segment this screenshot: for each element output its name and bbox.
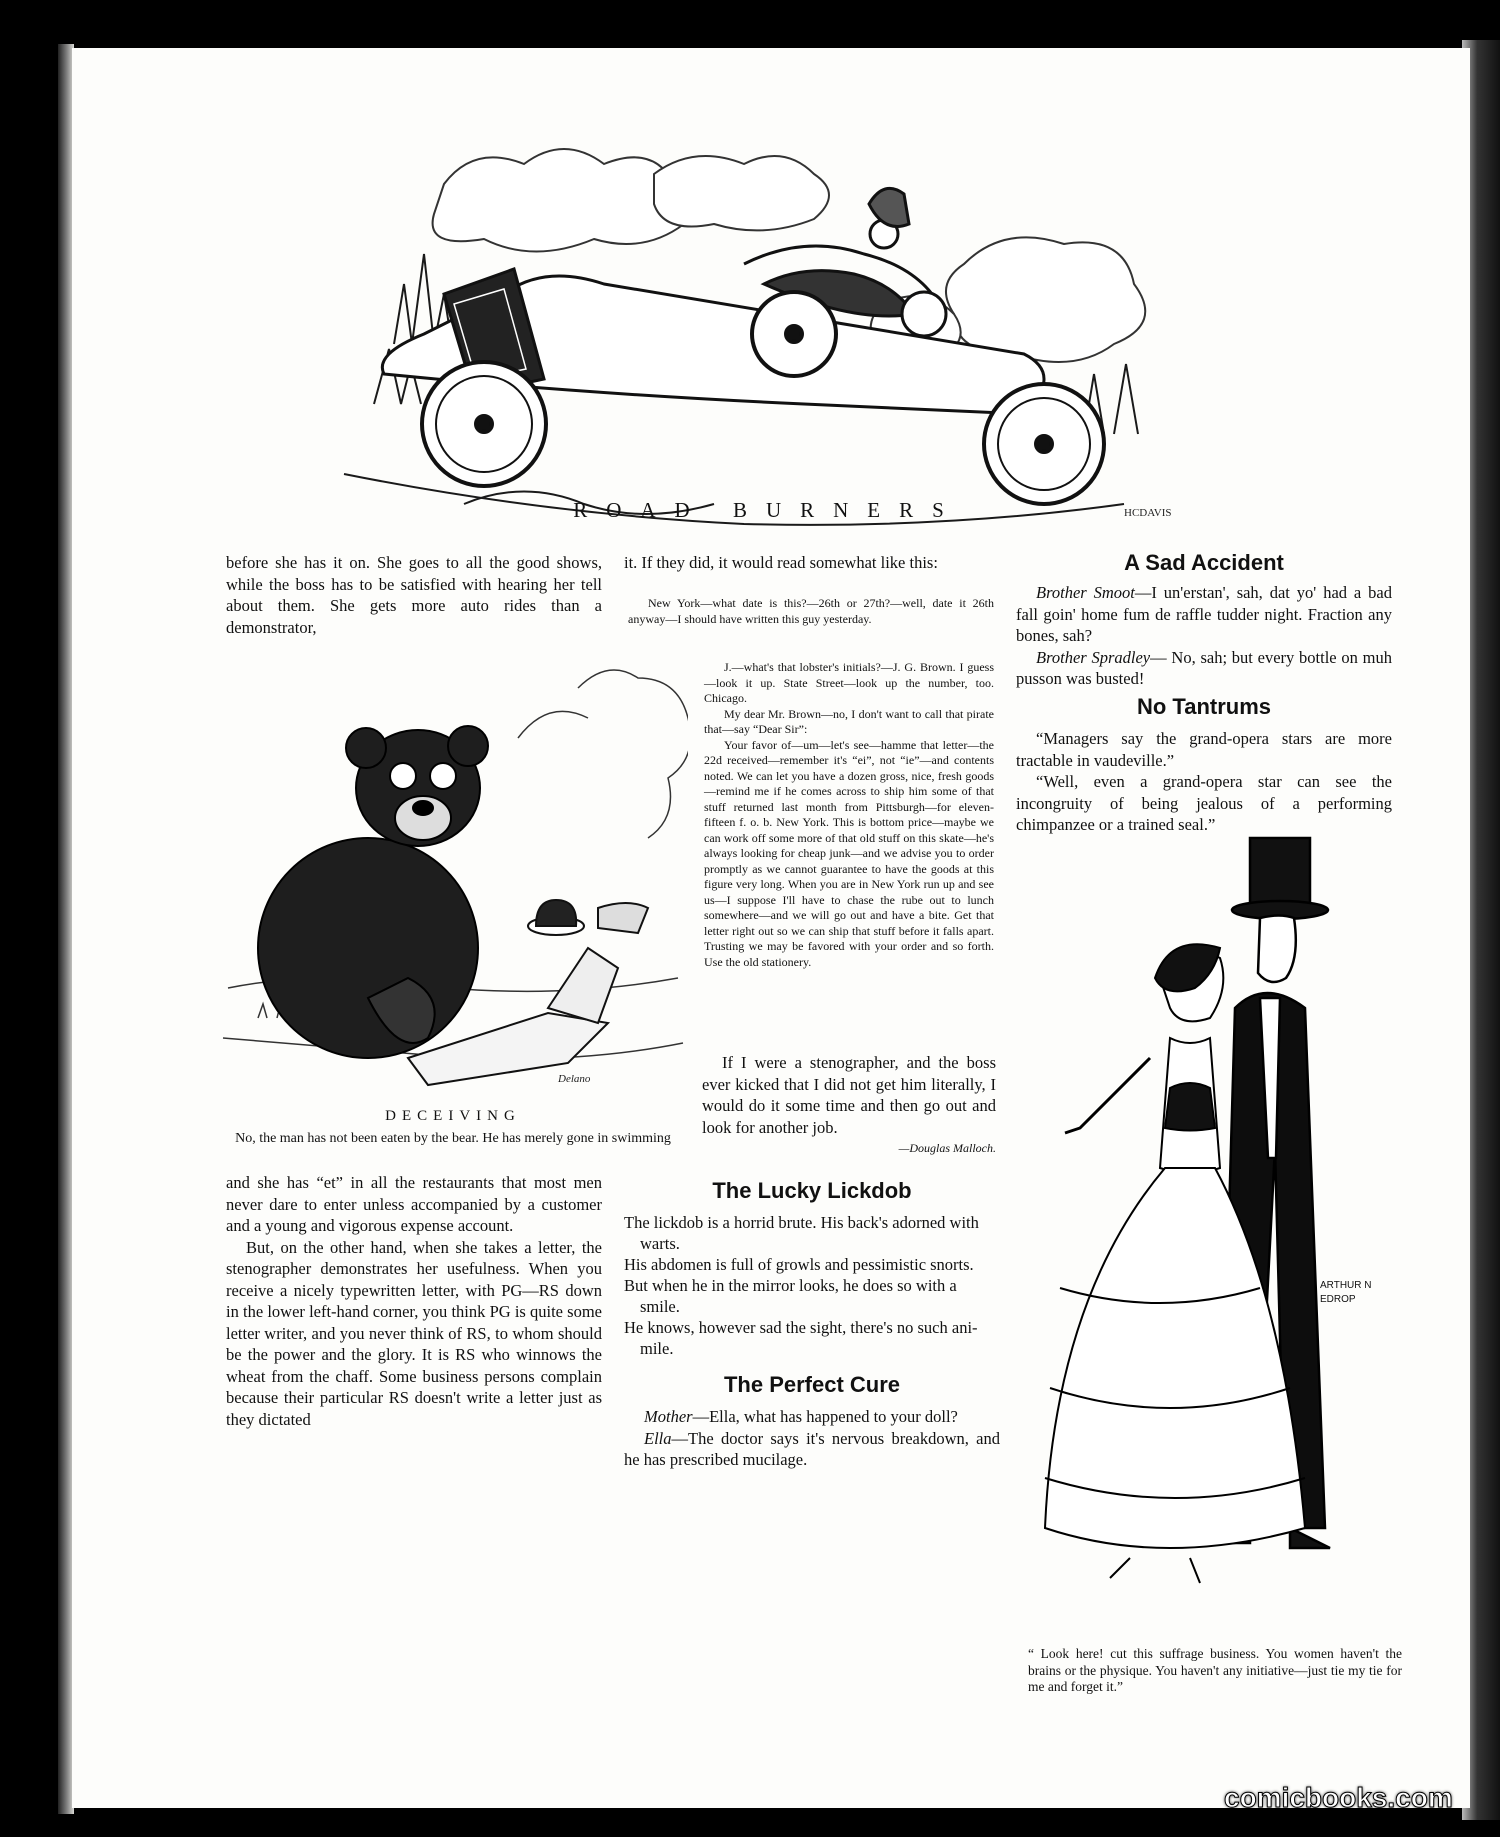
bear-cartoon-caption: No, the man has not been eaten by the bear. He has merely gone in swimming xyxy=(235,1131,671,1146)
left-column-bottom xyxy=(226,1172,602,1430)
letter-body-paragraph-2: My dear Mr. Brown—no, I don't want to call that pirate that—say “Dear Sir”: xyxy=(704,706,994,736)
verse-line-1: The lickdob is a horrid brute. His back's adorned with warts. xyxy=(624,1213,979,1253)
middle-intro-paragraph: it. If they did, it would read somewhat like this: xyxy=(624,553,938,572)
left-bottom-paragraph-2: But, on the other hand, when she takes a letter, the stenographer demonstrates her usefulness. When you receive a nicely typewritten letter, with PG—RS down in the lower left-hand corner, you think PG is quite some letter writer, and you never think of RS, to whom should be the power and the glory. It is RS who winnows the wheat from the chaff. Some business persons complain because their particular RS doesn't write a letter just as they dictated xyxy=(226,1237,602,1429)
bear-cartoon xyxy=(218,658,688,1088)
middle-closing xyxy=(702,1052,996,1160)
couple-cartoon-caption: “ Look here! cut this suffrage business. You women haven't the brains or the physique. You haven't any initiative—just tie my tie for me and forget it.” xyxy=(1028,1646,1402,1694)
verse-line-4: He knows, however sad the sight, there's no such ani-mile. xyxy=(624,1318,978,1358)
left-column-top xyxy=(226,552,602,638)
sad-accident-line-2: Brother Spradley— No, sah; but every bottle on muh pusson was busted! xyxy=(1016,647,1392,688)
no-tantrums-title: No Tantrums xyxy=(1136,694,1272,719)
magazine-page xyxy=(72,48,1470,1808)
road-burners-signature: HCDAVIS xyxy=(1124,507,1172,519)
letter-body-paragraph-1: J.—what's that lobster's initials?—J. G. Brown. I guess—look it up. State Street—look up the number, too. Chicago. xyxy=(704,660,994,705)
couple-cartoon xyxy=(1020,828,1390,1638)
verse-line-2: His abdomen is full of growls and pessimistic snorts. xyxy=(624,1255,974,1274)
perfect-cure-line-1: Mother—Ella, what has happened to your doll? xyxy=(644,1407,958,1426)
perfect-cure-title: The Perfect Cure xyxy=(723,1372,901,1397)
couple-signature-line2: EDROP xyxy=(1320,1294,1356,1305)
road-burners-title: ROAD BURNERS xyxy=(573,498,963,522)
left-top-paragraph: before she has it on. She goes to all the good shows, while the boss has to be satisfied with hearing her tell about them. She gets more auto rides than a demonstrator, xyxy=(226,553,602,637)
no-tantrums-paragraph-2: “Well, even a grand-opera star can see the incongruity of being jealous of a performing chimpanzee or a trained seal.” xyxy=(1016,772,1392,834)
bear-cartoon-title: DECEIVING xyxy=(385,1108,521,1124)
sad-accident-title: A Sad Accident xyxy=(1124,550,1284,575)
couple-signature-line1: ARTHUR N xyxy=(1320,1280,1372,1291)
no-tantrums-text xyxy=(1016,728,1392,836)
letter-head-paragraph: New York—what date is this?—26th or 27th?—well, date it 26th anyway—I should have written this guy yesterday. xyxy=(628,596,994,626)
letter-body xyxy=(704,660,994,970)
lucky-lickdob-title: The Lucky Lickdob xyxy=(712,1178,912,1203)
letter-head xyxy=(628,596,994,627)
speaker-mother: Mother xyxy=(644,1407,693,1426)
perfect-cure-line-2: Ella—The doctor says it's nervous breakdown, and he has prescribed mucilage. xyxy=(624,1428,1000,1469)
lucky-lickdob-verse xyxy=(624,1212,1000,1359)
sad-accident-text xyxy=(1016,582,1392,690)
speaker-brother-smoot: Brother Smoot xyxy=(1036,583,1135,602)
middle-author: —Douglas Malloch. xyxy=(898,1141,996,1155)
speaker-brother-spradley: Brother Spradley xyxy=(1036,647,1151,667)
no-tantrums-paragraph-1: “Managers say the grand-opera stars are more tractable in vaudeville.” xyxy=(1016,729,1392,770)
bear-signature: Delano xyxy=(558,1073,591,1085)
speaker-ella: Ella xyxy=(644,1428,672,1448)
left-bottom-paragraph-1: and she has “et” in all the restaurants that most men never dare to enter unless accompanied by a customer and a young and vigorous expense account. xyxy=(226,1173,602,1235)
middle-closing-paragraph: If I were a stenographer, and the boss ever kicked that I did not get him literally, I would do it some time and then go out and look for another job. xyxy=(702,1053,996,1137)
road-burners-illustration xyxy=(324,144,1184,544)
perfect-cure-text xyxy=(624,1406,1000,1471)
middle-column-intro xyxy=(624,552,1000,574)
verse-line-3: But when he in the mirror looks, he does so with a smile. xyxy=(624,1276,957,1316)
comicbooks-watermark: comicbooks.com xyxy=(1224,1782,1453,1813)
sad-accident-line-1: Brother Smoot—I un'erstan', sah, dat yo' had a bad fall goin' home fum de raffle tudder night. Fraction any bones, sah? xyxy=(1016,583,1392,645)
letter-body-paragraph-3: Your favor of—um—let's see—hamme that letter—the 22d received—remember it's “ei”, not “ie”—and contents noted. We can let you have a dozen gross, nice, fresh goods—remind me if he comes across to ship him some of that stuff returned last month from Pittsburgh—for eleven-fifteen f. o. b. New York. This is bottom price—maybe we can work off some more of that old stuff on this skate—he's always looking for cheap junk—and we advise you to order promptly as we cannot guarantee to have the goods at this figure very long. When you are in New York run up and see us—I suppose I'll have to chase the rube out to lunch somewhere—and we will go out and have a bite. Get that letter right out so we can ship that stuff before it falls apart. Trusting we may be favored with your order and so forth. Use the old stationery. xyxy=(704,737,994,969)
